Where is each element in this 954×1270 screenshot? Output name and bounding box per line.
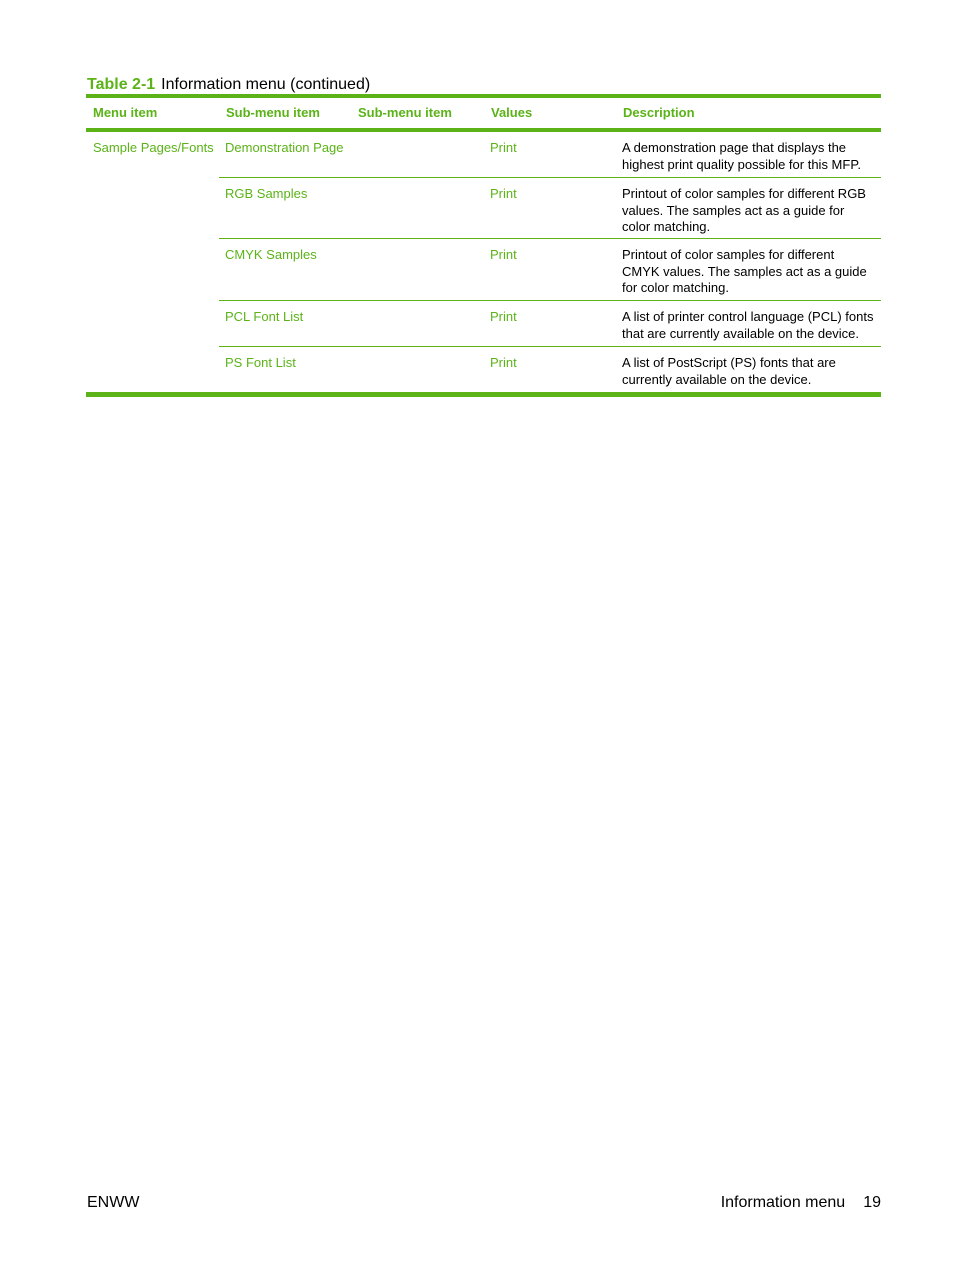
- page-number: 19: [863, 1194, 881, 1211]
- submenu-2-cell: [351, 301, 484, 346]
- footer-publication-code: ENWW: [87, 1194, 140, 1211]
- footer-section: [721, 1193, 881, 1212]
- description-cell: A list of PostScript (PS) fonts that are currently available on the device.: [622, 355, 836, 387]
- description-cell: Printout of color samples for different CMYK values. The samples act as a guide for color matching.: [622, 247, 867, 295]
- submenu-2-cell: [351, 178, 484, 238]
- table-row: [219, 301, 881, 347]
- header-sub-menu-item-1: Sub-menu item: [226, 105, 320, 120]
- value-cell: Print: [490, 186, 517, 201]
- submenu-2-cell: [351, 347, 484, 392]
- information-menu-table: [86, 94, 881, 397]
- description-cell: A list of printer control language (PCL) fonts that are currently available on the device.: [622, 309, 874, 341]
- header-sub-menu-item-2: Sub-menu item: [358, 105, 452, 120]
- footer-section-title: Information menu: [720, 1194, 846, 1211]
- description-cell: Printout of color samples for different RGB values. The samples act as a guide for color matching.: [622, 186, 866, 234]
- table-row: [219, 347, 881, 392]
- description-cell: A demonstration page that displays the highest print quality possible for this MFP.: [622, 140, 861, 172]
- submenu-cell: PCL Font List: [225, 309, 304, 324]
- table-header-row: [86, 98, 881, 132]
- submenu-cell: Demonstration Page: [225, 140, 344, 155]
- header-description: Description: [623, 105, 695, 120]
- table-body: [86, 132, 881, 392]
- submenu-cell: PS Font List: [225, 355, 296, 370]
- submenu-cell: CMYK Samples: [225, 247, 317, 262]
- table-caption: [87, 75, 370, 94]
- table-row: [219, 178, 881, 239]
- submenu-2-cell: [351, 132, 484, 177]
- table-number: Table 2-1: [87, 76, 156, 93]
- table-row: [219, 132, 881, 178]
- value-cell: Print: [490, 309, 517, 324]
- table-title: Information menu (continued): [161, 76, 371, 93]
- value-cell: Print: [490, 355, 517, 370]
- header-menu-item: Menu item: [93, 105, 158, 120]
- submenu-cell: RGB Samples: [225, 186, 308, 201]
- value-cell: Print: [490, 140, 517, 155]
- table-bottom-rule: [86, 392, 881, 397]
- menu-item-cell: Sample Pages/Fonts: [93, 140, 214, 155]
- table-row: [219, 239, 881, 301]
- header-values: Values: [491, 105, 533, 120]
- submenu-2-cell: [351, 239, 484, 300]
- value-cell: Print: [490, 247, 517, 262]
